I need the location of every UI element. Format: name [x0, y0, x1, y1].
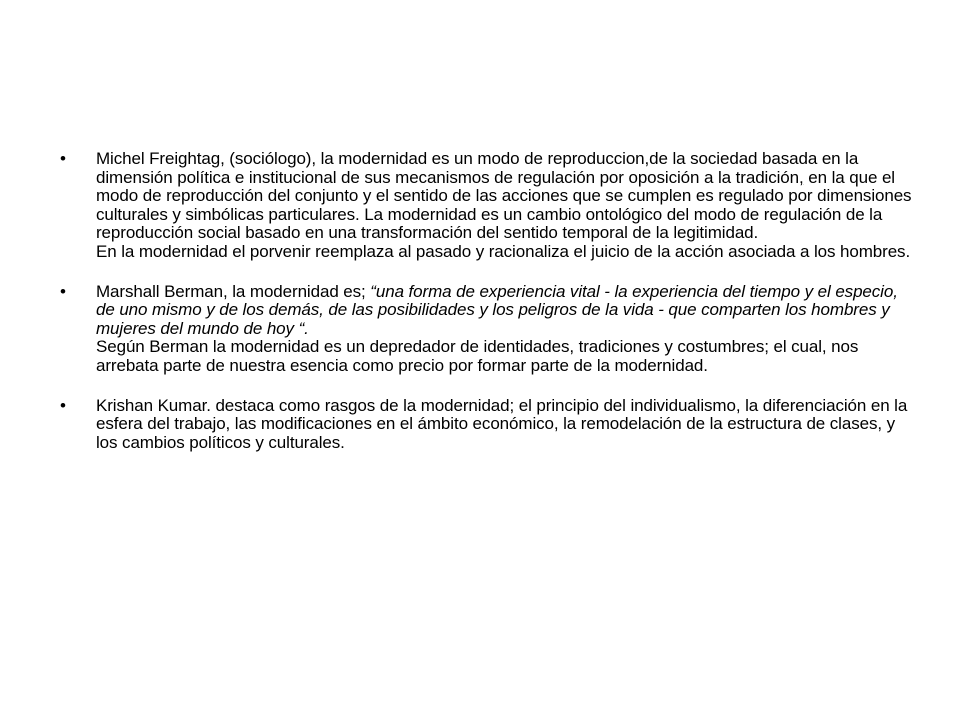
berman-quote: “una forma de experiencia vital - la experiencia del tiempo y el especio, de uno mismo y de los demás, de las posibilidades y los peligros de la vida - que comparten los hombres y mujeres del mundo de hoy “. — [96, 281, 898, 338]
bullet-item-berman — [60, 283, 920, 376]
berman-paragraph — [96, 283, 920, 339]
bullet-icon: • — [60, 395, 66, 415]
freightag-text-b: en la que el modo de reproducción del conjunto y el sentido de las acciones que se cumplen es regulado por dimensiones culturales y simbólicas particulares. La modernidad es un cambio ontológico del modo de regulación de la reproducción social basado en una transformación del sentido temporal de la legitimidad. — [96, 167, 912, 243]
bullet-item-kumar — [60, 397, 920, 453]
berman-paragraph-2: Según Berman la modernidad es un depredador de identidades, tradiciones y costumbres; el cual, nos arrebata parte de nuestra esencia como precio por formar parte de la modernidad. — [96, 337, 859, 375]
bullet-list — [60, 150, 920, 473]
freightag-paragraph — [96, 150, 920, 243]
berman-text-a: Marshall Berman, la modernidad es; — [96, 281, 371, 301]
bullet-icon: • — [60, 281, 66, 301]
kumar-paragraph: Krishan Kumar. destaca como rasgos de la modernidad; el principio del individualismo, la diferenciación en la esfera del trabajo, las modificaciones en el ámbito económico, la remodelación de la estructura de clases, y los cambios políticos y culturales. — [96, 395, 908, 452]
bullet-icon: • — [60, 149, 66, 168]
bullet-item-freightag — [60, 150, 920, 262]
freightag-text-a: Michel Freightag, (sociólogo), la modernidad es un modo de reproduccion,de la sociedad basada en la dimensión política e institucional de sus mecanismos de regulación por oposición a la tradición — [96, 149, 859, 187]
freightag-paragraph-2: En la modernidad el porvenir reemplaza al pasado y racionaliza el juicio de la acción asociada a los hombres. — [96, 241, 911, 261]
freightag-underlined-comma: , — [799, 167, 804, 187]
